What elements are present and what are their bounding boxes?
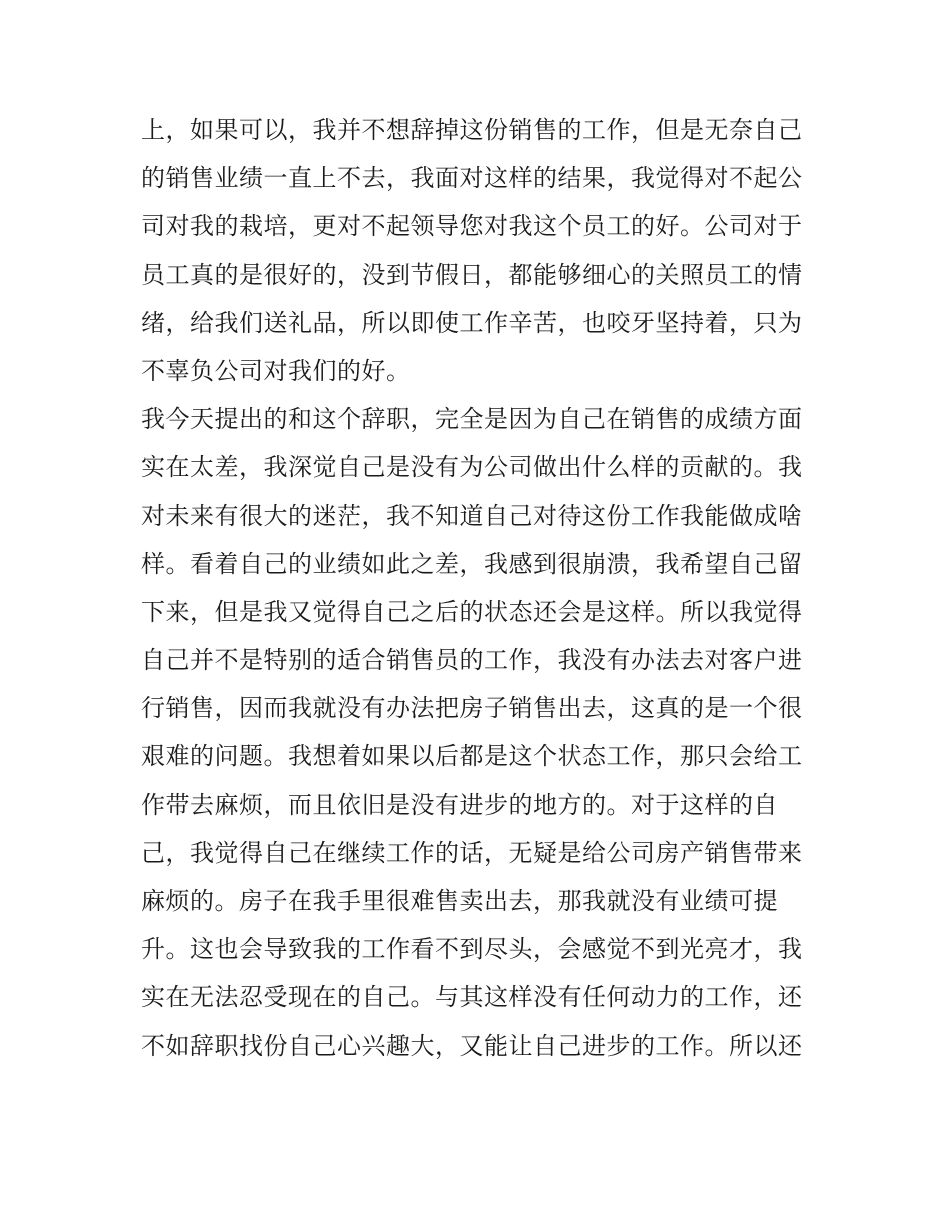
text-line-17: 麻烦的。房子在我手里很难售卖出去，那我就没有业绩可提 [141, 887, 778, 915]
text-line-10: 样。看着自己的业绩如此之差，我感到很崩溃，我希望自己留 [141, 549, 803, 578]
text-line-2: 的销售业绩一直上不去，我面对这样的结果，我觉得对不起公 [141, 164, 803, 193]
text-line-6: 不辜负公司对我们的好。 [141, 356, 411, 385]
text-line-7: 我今天提出的和这个辞职，完全是因为自己在销售的成绩方面 [141, 405, 803, 434]
text-line-14: 艰难的问题。我想着如果以后都是这个状态工作，那只会给工 [141, 742, 803, 771]
text-line-11: 下来，但是我又觉得自己之后的状态还会是这样。所以我觉得 [141, 597, 803, 626]
text-line-18: 升。这也会导致我的工作看不到尽头，会感觉不到光亮才，我 [141, 935, 803, 964]
text-line-15: 作带去麻烦，而且依旧是没有进步的地方的。对于这样的自 [141, 790, 778, 819]
text-line-13: 行销售，因而我就没有办法把房子销售出去，这真的是一个很 [141, 694, 803, 723]
text-line-16: 己，我觉得自己在继续工作的话，无疑是给公司房产销售带来 [141, 838, 803, 867]
text-line-8: 实在太差，我深觉自己是没有为公司做出什么样的贡献的。我 [141, 453, 803, 482]
text-line-5: 绪，给我们送礼品，所以即使工作辛苦，也咬牙坚持着，只为 [141, 308, 803, 337]
text-line-9: 对未来有很大的迷茫，我不知道自己对待这份工作我能做成啥 [141, 501, 803, 530]
resignation-letter-body [141, 106, 821, 1070]
text-line-1: 上，如果可以，我并不想辞掉这份销售的工作，但是无奈自己 [141, 116, 803, 144]
text-line-19: 实在无法忍受现在的自己。与其这样没有任何动力的工作，还 [141, 983, 803, 1012]
text-line-3: 司对我的栽培，更对不起领导您对我这个员工的好。公司对于 [141, 212, 803, 241]
text-line-4: 员工真的是很好的，没到节假日，都能够细心的关照员工的情 [141, 260, 803, 289]
text-line-12: 自己并不是特别的适合销售员的工作，我没有办法去对客户进 [141, 646, 803, 675]
text-line-20: 不如辞职找份自己心兴趣大，又能让自己进步的工作。所以还 [141, 1031, 803, 1060]
